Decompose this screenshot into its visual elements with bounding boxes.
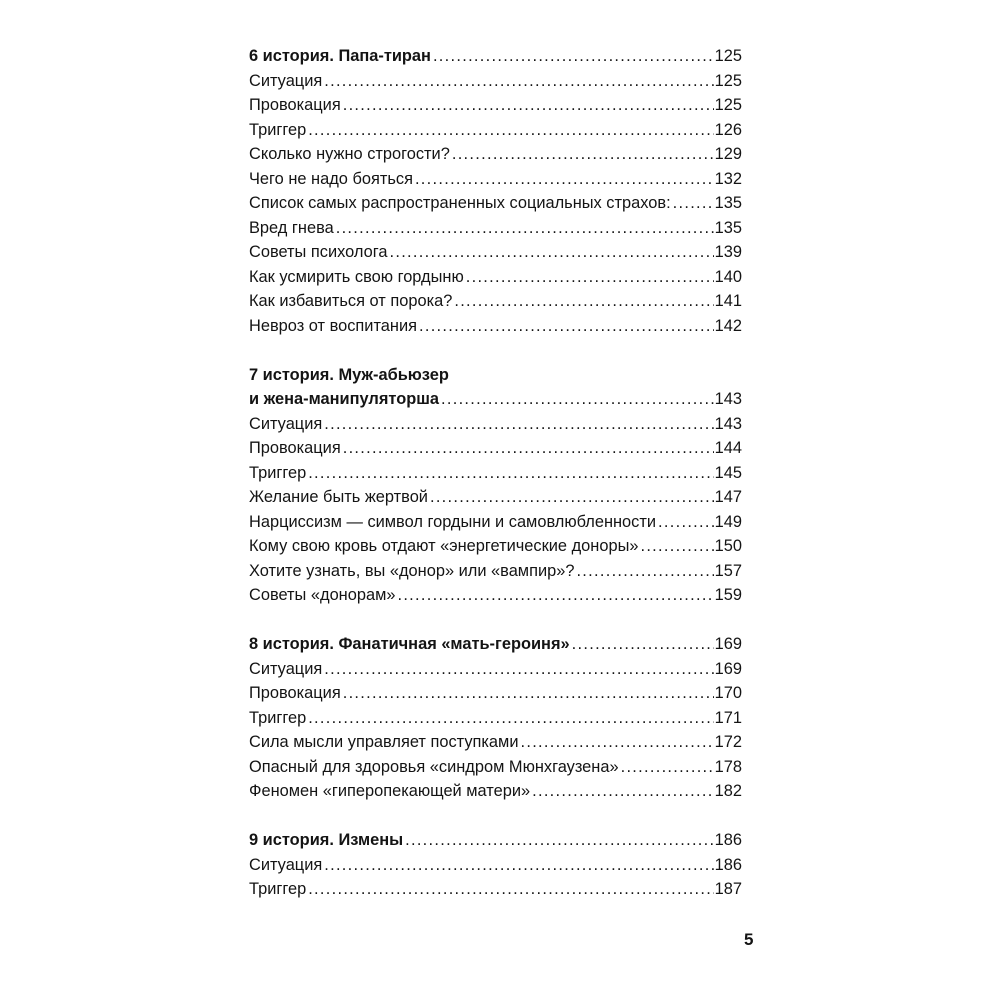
- leader-dots: [308, 461, 713, 486]
- toc-page-number: 132: [714, 169, 742, 188]
- toc-entry[interactable]: [249, 534, 742, 559]
- toc-page-number: 135: [714, 194, 742, 212]
- toc-section-6: [249, 44, 742, 338]
- leader-dots: [419, 314, 714, 339]
- toc-entry[interactable]: [249, 314, 742, 339]
- toc-page-number: 172: [714, 733, 742, 751]
- toc-heading[interactable]: [249, 387, 742, 412]
- toc-entry[interactable]: [249, 216, 742, 241]
- toc-page-number: 187: [714, 880, 742, 898]
- leader-dots: [433, 44, 714, 69]
- leader-dots: [324, 657, 713, 682]
- toc-entry-title: Советы психолога: [249, 243, 388, 261]
- toc-section-9: [249, 828, 742, 902]
- toc-entry-title: Сколько нужно строгости?: [249, 145, 450, 163]
- leader-dots: [308, 118, 713, 143]
- toc-heading-title: и жена-манипуляторша: [249, 390, 440, 408]
- leader-dots: [520, 730, 713, 755]
- toc-entry[interactable]: [249, 240, 742, 265]
- toc-entry[interactable]: [249, 755, 742, 780]
- leader-dots: [324, 69, 713, 94]
- toc-page-number: 143: [714, 390, 742, 408]
- toc-page-number: 126: [714, 120, 742, 139]
- toc-entry-title: Ситуация: [249, 414, 323, 433]
- toc-page-number: 141: [714, 292, 742, 310]
- toc-page-number: 170: [714, 684, 742, 702]
- toc-page-number: 145: [714, 463, 742, 482]
- toc-entry-title: Хотите узнать, вы «донор» или «вампир»?: [249, 561, 575, 580]
- leader-dots: [324, 853, 713, 878]
- toc-page-number: 169: [714, 659, 742, 678]
- toc-entry-title: Желание быть жертвой: [249, 488, 428, 506]
- toc-section-7: [249, 363, 742, 608]
- toc-page-number: 125: [714, 96, 742, 114]
- leader-dots: [454, 289, 713, 314]
- toc-entry[interactable]: [249, 167, 742, 192]
- toc-heading[interactable]: [249, 828, 742, 853]
- toc-entry[interactable]: [249, 93, 742, 118]
- toc-entry-title: Как усмирить свою гордыню: [249, 267, 464, 286]
- toc-entry[interactable]: [249, 265, 742, 290]
- toc-entry-title: Провокация: [249, 439, 341, 457]
- toc-entry-title: Провокация: [249, 96, 341, 114]
- toc-entry[interactable]: [249, 69, 742, 94]
- toc-entry-title: Триггер: [249, 463, 307, 482]
- toc-entry[interactable]: [249, 779, 742, 804]
- toc-entry[interactable]: [249, 485, 742, 510]
- table-of-contents: [249, 44, 742, 902]
- toc-entry[interactable]: [249, 853, 742, 878]
- toc-entry[interactable]: [249, 877, 742, 902]
- leader-dots: [621, 755, 714, 780]
- toc-entry[interactable]: [249, 583, 742, 608]
- toc-entry[interactable]: [249, 118, 742, 143]
- toc-entry[interactable]: [249, 289, 742, 314]
- toc-page-number: 171: [714, 708, 742, 727]
- toc-page-number: 135: [714, 218, 742, 237]
- leader-dots: [532, 779, 714, 804]
- toc-entry-title: Сила мысли управляет поступками: [249, 733, 519, 751]
- leader-dots: [640, 534, 713, 559]
- leader-dots: [576, 559, 713, 584]
- toc-entry-title: Опасный для здоровья «синдром Мюнхгаузена»: [249, 757, 619, 776]
- toc-entry[interactable]: [249, 436, 742, 461]
- toc-entry[interactable]: [249, 142, 742, 167]
- toc-entry[interactable]: [249, 657, 742, 682]
- toc-page-number: 186: [714, 831, 742, 849]
- leader-dots: [430, 485, 714, 510]
- leader-dots: [415, 167, 714, 192]
- toc-entry-title: Советы «донорам»: [249, 586, 396, 604]
- toc-heading-title: 6 история. Папа-тиран: [249, 47, 431, 65]
- toc-entry[interactable]: [249, 681, 742, 706]
- toc-entry-title: Ситуация: [249, 659, 323, 678]
- leader-dots: [658, 510, 714, 535]
- toc-heading-title: 8 история. Фанатичная «мать-героиня»: [249, 635, 570, 653]
- toc-page-number: 143: [714, 414, 742, 433]
- toc-entry[interactable]: [249, 559, 742, 584]
- toc-page-number: 125: [714, 47, 742, 65]
- toc-entry-title: Ситуация: [249, 71, 323, 90]
- leader-dots: [441, 387, 714, 412]
- toc-page-number: 144: [714, 439, 742, 457]
- leader-dots: [405, 828, 714, 853]
- toc-heading[interactable]: [249, 44, 742, 69]
- toc-page-number: 178: [714, 757, 742, 776]
- toc-entry[interactable]: [249, 706, 742, 731]
- toc-entry-title: Триггер: [249, 120, 307, 139]
- toc-entry[interactable]: [249, 461, 742, 486]
- toc-section-8: [249, 632, 742, 804]
- toc-page-number: 186: [714, 855, 742, 874]
- toc-page-number: 182: [714, 782, 742, 800]
- toc-entry[interactable]: [249, 510, 742, 535]
- toc-entry-title: Триггер: [249, 880, 307, 898]
- leader-dots: [343, 681, 714, 706]
- toc-entry-title: Список самых распространенных социальных страхов:: [249, 194, 671, 212]
- toc-page-number: 139: [714, 243, 742, 261]
- toc-entry-title: Чего не надо бояться: [249, 169, 413, 188]
- toc-heading[interactable]: [249, 632, 742, 657]
- toc-heading-title: 9 история. Измены: [249, 831, 404, 849]
- toc-page-number: 169: [714, 635, 742, 653]
- toc-heading-line[interactable]: 7 история. Муж-абьюзер: [249, 365, 449, 384]
- leader-dots: [389, 240, 713, 265]
- toc-page-number: 142: [714, 316, 742, 335]
- toc-entry-title: Ситуация: [249, 855, 323, 874]
- toc-entry-title: Кому свою кровь отдают «энергетические доноры»: [249, 537, 639, 555]
- leader-dots: [324, 412, 713, 437]
- leader-dots: [343, 93, 714, 118]
- toc-entry[interactable]: [249, 191, 742, 216]
- toc-entry-title: Как избавиться от порока?: [249, 292, 453, 310]
- toc-entry-title: Вред гнева: [249, 218, 334, 237]
- leader-dots: [673, 191, 714, 216]
- leader-dots: [572, 632, 714, 657]
- toc-page-number: 157: [714, 561, 742, 580]
- leader-dots: [466, 265, 714, 290]
- toc-entry-title: Нарциссизм — символ гордыни и самовлюбленности: [249, 512, 657, 531]
- toc-entry-title: Провокация: [249, 684, 341, 702]
- leader-dots: [343, 436, 714, 461]
- toc-entry[interactable]: [249, 412, 742, 437]
- leader-dots: [308, 706, 713, 731]
- toc-entry-title: Невроз от воспитания: [249, 316, 417, 335]
- leader-dots: [452, 142, 714, 167]
- toc-entry-title: Триггер: [249, 708, 307, 727]
- toc-page-number: 149: [714, 512, 742, 531]
- leader-dots: [308, 877, 713, 902]
- toc-entry-title: Феномен «гиперопекающей матери»: [249, 782, 531, 800]
- page-number: 5: [744, 930, 754, 949]
- leader-dots: [336, 216, 714, 241]
- toc-page-number: 150: [714, 537, 742, 555]
- toc-page-number: 125: [714, 71, 742, 90]
- toc-page-number: 140: [714, 267, 742, 286]
- leader-dots: [397, 583, 713, 608]
- toc-page-number: 147: [714, 488, 742, 506]
- toc-page-number: 129: [714, 145, 742, 163]
- toc-entry[interactable]: [249, 730, 742, 755]
- toc-page-number: 159: [714, 586, 742, 604]
